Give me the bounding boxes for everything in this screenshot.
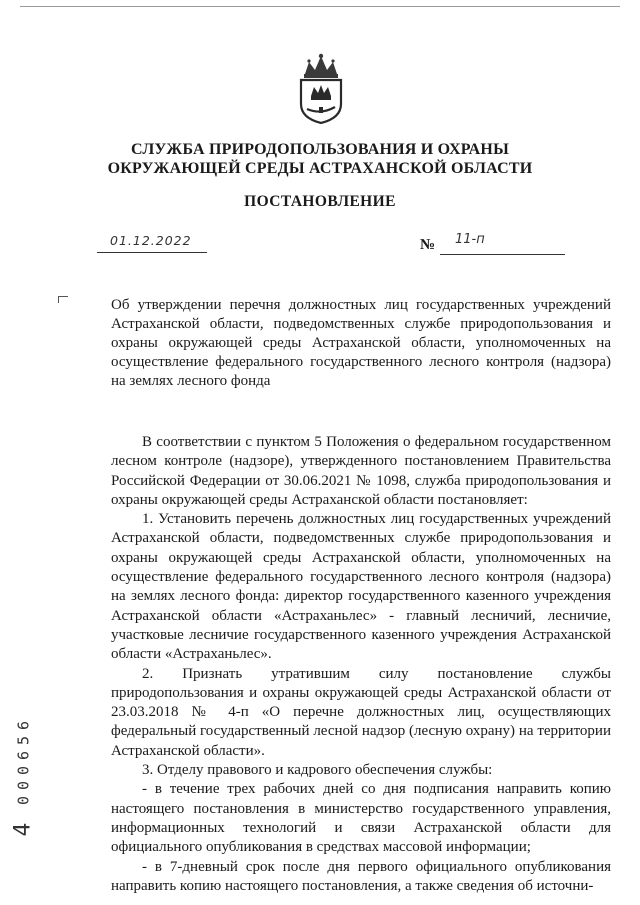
margin-serial-digit: 5: [14, 735, 33, 746]
document-date: 01.12.2022: [110, 233, 192, 248]
margin-serial-digit: 0: [14, 795, 33, 806]
document-body: [111, 433, 611, 896]
margin-serial-number: [14, 718, 33, 808]
body-paragraph-2: 2. Признать утратившим силу постановление службы природопользования и охраны окружающей среды Астраханской области от 23.03.2018 № 4-п «О перечне должностных лиц, осуществляющих федеральный государственный лесной надзор (лесную охрану) на территории Астраханской области».: [111, 665, 611, 759]
agency-title-line2: ОКРУЖАЮЩЕЙ СРЕДЫ АСТРАХАНСКОЙ ОБЛАСТИ: [107, 160, 533, 177]
margin-serial-digit: 0: [14, 780, 33, 791]
number-sign: №: [420, 237, 436, 253]
document-number: 11-п: [455, 232, 485, 247]
margin-serial-digit: 6: [14, 750, 33, 761]
document-subject: Об утверждении перечня должностных лиц государственных учреждений Астраханской области, подведомственных службе природопользования и охраны окружающей среды Астраханской области, уполномоченных на осуществление федерального государственного лесного контроля (надзора) на землях лесного фонда: [111, 297, 611, 389]
body-paragraph-intro: В соответствии с пунктом 5 Положения о федеральном государственном лесном контроле (надзоре), утвержденного постановлением Правительства Российской Федерации от 30.06.2021 № 1098, служба природопользования и охраны окружающей среды Астраханской области постановляет:: [111, 434, 611, 508]
agency-title-line1: СЛУЖБА ПРИРОДОПОЛЬЗОВАНИЯ И ОХРАНЫ: [131, 141, 509, 158]
body-paragraph-3a: - в течение трех рабочих дней со дня подписания направить копию настоящего постановления в министерство государственного управления, информационных технологий и связи Астраханской области для официального опубликования в средствах массовой информации;: [111, 781, 611, 856]
body-paragraph-3b: - в 7-дневный срок после дня первого официального опубликования направить копию настоящего постановления, а также сведения об источни-: [111, 858, 611, 894]
margin-page-marker: 4: [10, 822, 36, 837]
subject-corner-bracket: [58, 296, 68, 303]
document-type: ПОСТАНОВЛЕНИЕ: [244, 193, 396, 210]
body-paragraph-1: 1. Установить перечень должностных лиц государственных учреждений Астраханской области, подведомственных службе природопользования и охраны окружающей среды Астраханской области, уполномоченных на осуществление федерального государственного лесного контроля (надзора) на землях лесного фонда: директор государственного казенного учреждения Астраханской области «Астраханьлес» - главный лесничий, лесничие, участковые лесничие государственного казенного учреждения Астраханской области «Астраханьлес».: [111, 511, 611, 663]
agency-title: [0, 140, 640, 178]
coat-of-arms-emblem: [295, 52, 347, 124]
margin-serial-digit: 6: [14, 720, 33, 731]
top-border-line: [20, 6, 620, 7]
margin-serial-digit: 0: [14, 765, 33, 776]
body-paragraph-3: 3. Отделу правового и кадрового обеспечения службы:: [142, 762, 493, 779]
